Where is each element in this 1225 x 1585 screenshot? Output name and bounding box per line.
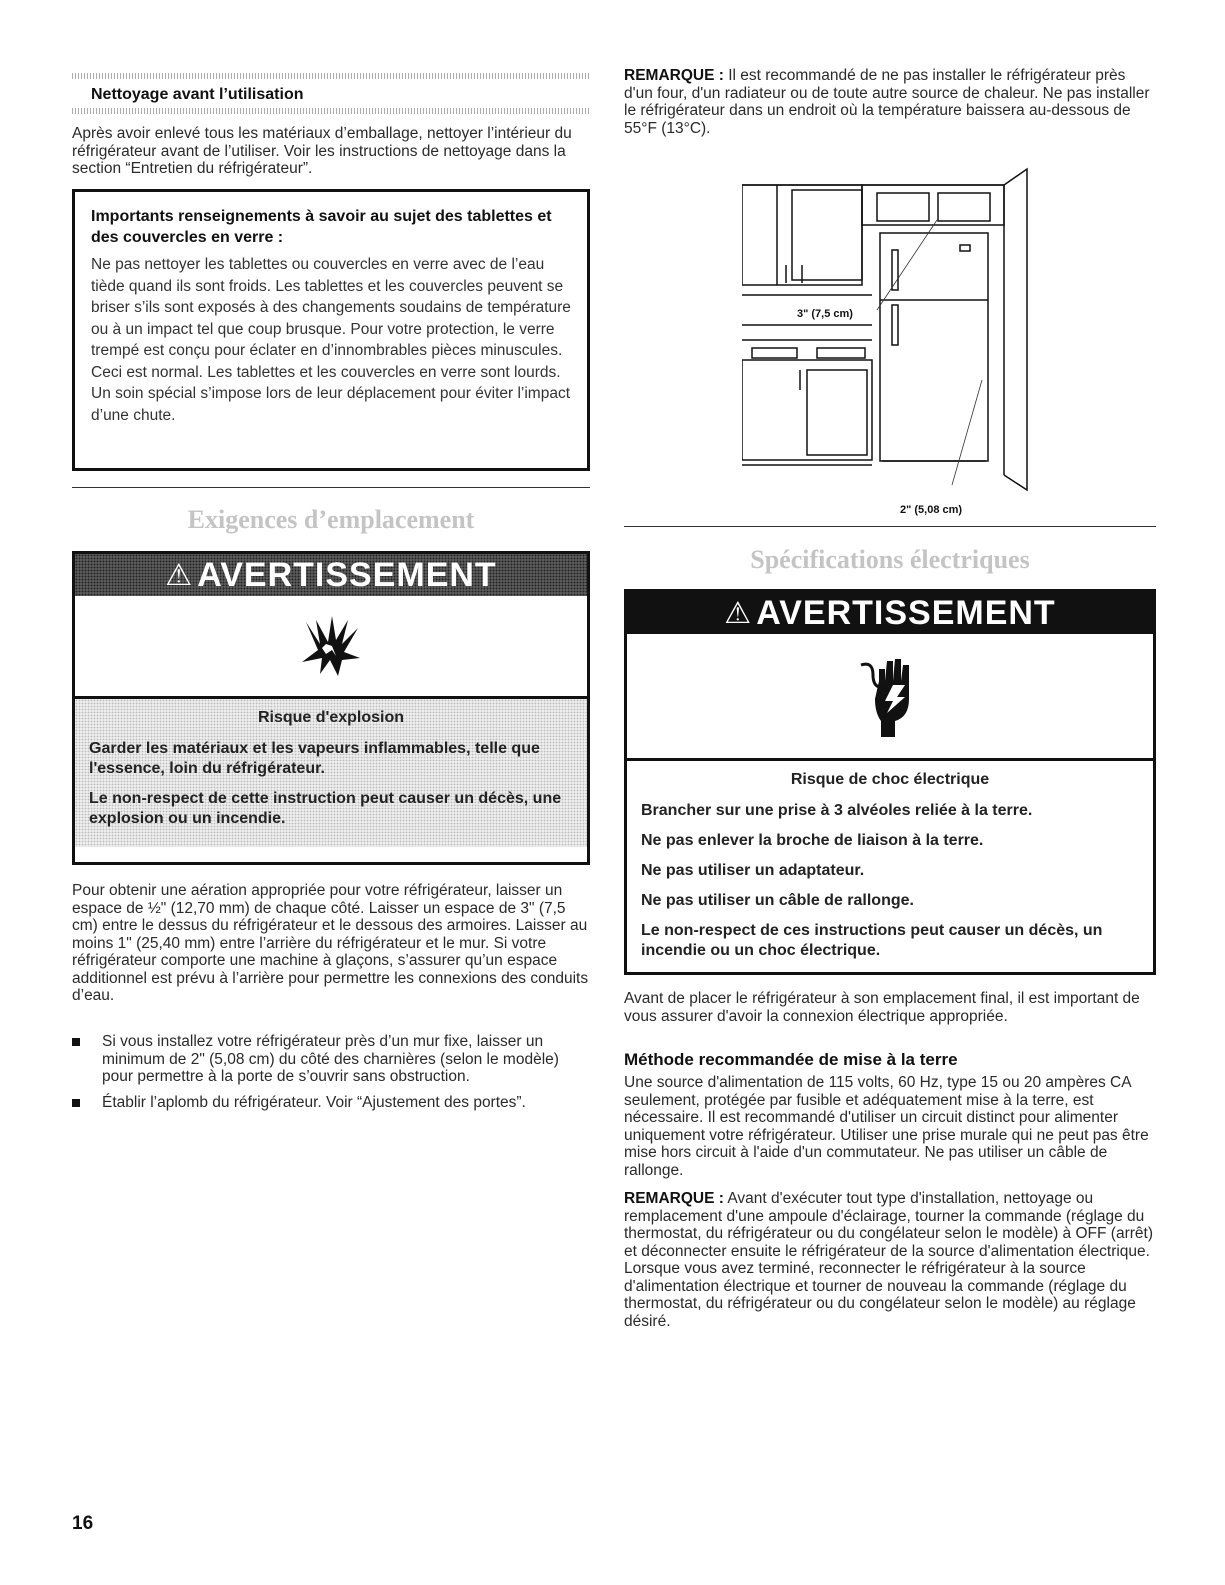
remark-label: REMARQUE : [624, 1190, 724, 1207]
dimension-label-side: 2" (5,08 cm) [900, 504, 963, 516]
warning-line-5: Le non-respect de ces instructions peut causer un décès, un incendie ou un choc électrique. [641, 922, 1103, 959]
grounding-method-text: Une source d'alimentation de 115 volts, 60 Hz, type 15 ou 20 ampères CA seulement, protégée par fusible et adéquatement mise à la terre, est nécessaire. Il est recommandé d'utiliser un circuit distinct pour alimenter uniquement votre réfrigérateur. Utiliser une prise murale qui ne peut pas être mise hors circuit à l'aide d'un commutateur. Ne pas utiliser un câble de rallonge. [624, 1074, 1149, 1179]
glass-shelves-note [72, 189, 590, 471]
dimension-label-top: 3" (7,5 cm) [797, 308, 853, 320]
bullet-square-icon [72, 1038, 80, 1046]
clearance-diagram [742, 165, 1042, 521]
electric-shock-warning-box [624, 589, 1156, 975]
remark-text: Il est recommandé de ne pas installer le réfrigérateur près d'un four, d'un radiateur ou de toute autre source de chaleur. Ne pas installer le réfrigérateur dans un endroit où la température baissera au-dessous de 55°F (13°C). [624, 67, 1150, 137]
remark-label: REMARQUE : [624, 67, 724, 84]
warning-line-2: Le non-respect de cette instruction peut causer un décès, une explosion ou un incendie. [89, 790, 562, 827]
glass-note-title: Importants renseignements à savoir au sujet des tablettes et des couvercles en verre : [91, 208, 552, 246]
warning-header [75, 554, 587, 596]
remark-text: Avant d'exécuter tout type d'installation, nettoyage ou remplacement d'une ampoule d'éclairage, tourner la commande (réglage du thermostat, du réfrigérateur ou du congélateur selon le modèle) à OFF (arrêt) et déconnecter ensuite le réfrigérateur de la source d'alimentation électrique. Lorsque vous avez terminé, reconnecter le réfrigérateur à la source d'alimentation électrique et tourner de nouveau la commande (réglage du thermostat, du réfrigérateur ou du congélateur selon le modèle) au réglage désiré. [624, 1190, 1153, 1330]
warning-header-text: AVERTISSEMENT [197, 555, 497, 594]
cabinet-refrigerator-illustration [742, 165, 1042, 521]
location-section-title: Exigences d’emplacement [187, 505, 475, 534]
warning-triangle-icon: ⚠ [724, 596, 753, 630]
warning-line-4: Ne pas utiliser un câble de rallonge. [641, 892, 914, 909]
location-paragraph: Pour obtenir une aération appropriée pour votre réfrigérateur, laisser un espace de ½" (12,70 mm) de chaque côté. Laisser un espace de 3" (7,5 cm) entre le dessus du réfrigérateur et le dessous des armoires. Laisser au moins 1" (25,40 mm) entre l’arrière du réfrigérateur et le mur. Si votre réfrigérateur comporte une machine à glaçons, s’assurer qu’un espace additionnel est prévu à l’arrière pour permettre les connexions des conduits d’eau. [72, 882, 589, 1004]
warning-line-2: Ne pas enlever la broche de liaison à la terre. [641, 832, 984, 849]
warning-body [627, 761, 1153, 979]
glass-note-body: Ne pas nettoyer les tablettes ou couvercles en verre avec de l’eau tiède quand ils sont froids. Les tablettes et les couvercles peuvent se briser s’ils sont exposés à des changements soudains de température ou à un impact tel que coup brusque. Pour votre protection, le verre trempé est conçu pour éclater en d’innombrables pièces minuscules. Ceci est normal. Les tablettes et les couvercles en verre sont lourds. Un soin spécial s’impose lors de leur déplacement pour éviter l’impact d’une chute. [91, 256, 571, 424]
warning-line-1: Garder les matériaux et les vapeurs inflammables, telle que l'essence, loin du réfrigérateur. [89, 740, 540, 777]
hatch-divider [72, 73, 590, 79]
warning-risk: Risque de choc électrique [790, 771, 990, 788]
electrical-section-title: Spécifications électriques [750, 545, 1030, 574]
warning-header-text: AVERTISSEMENT [756, 593, 1056, 632]
cleaning-heading: Nettoyage avant l’utilisation [91, 86, 304, 103]
list-item: Si vous installez votre réfrigérateur près d’un mur fixe, laisser un minimum de 2" (5,08 cm) du côté des charnières (selon le modèle) pour permettre à la porte de s’ouvrir sans obstruction. [72, 1033, 590, 1086]
list-item: Établir l’aplomb du réfrigérateur. Voir “Ajustement des portes”. [72, 1094, 590, 1112]
section-rule [624, 526, 1156, 527]
electrical-intro: Avant de placer le réfrigérateur à son emplacement final, il est important de vous assurer d'avoir la connexion électrique appropriée. [624, 990, 1140, 1025]
explosion-warning-box [72, 551, 590, 865]
section-rule [72, 487, 590, 488]
grounding-method-heading: Méthode recommandée de mise à la terre [624, 1050, 958, 1069]
explosion-icon [75, 596, 587, 699]
electric-shock-icon [627, 634, 1153, 761]
location-bullet-list [72, 1033, 590, 1119]
hatch-divider [72, 108, 590, 114]
page-number: 16 [72, 1513, 94, 1534]
remark-placement [624, 67, 1156, 137]
cleaning-paragraph: Après avoir enlevé tous les matériaux d’emballage, nettoyer l’intérieur du réfrigérateur avant de l’utiliser. Voir les instructions de nettoyage dans la section “Entretien du réfrigérateur”. [72, 125, 572, 177]
warning-triangle-icon: ⚠ [165, 558, 194, 592]
remark-power [624, 1190, 1156, 1330]
bullet-square-icon [72, 1099, 80, 1107]
warning-line-1: Brancher sur une prise à 3 alvéoles reliée à la terre. [641, 802, 1033, 819]
warning-body [75, 699, 587, 847]
warning-line-3: Ne pas utiliser un adaptateur. [641, 862, 865, 879]
warning-header [627, 592, 1153, 634]
warning-risk: Risque d'explosion [257, 709, 405, 726]
